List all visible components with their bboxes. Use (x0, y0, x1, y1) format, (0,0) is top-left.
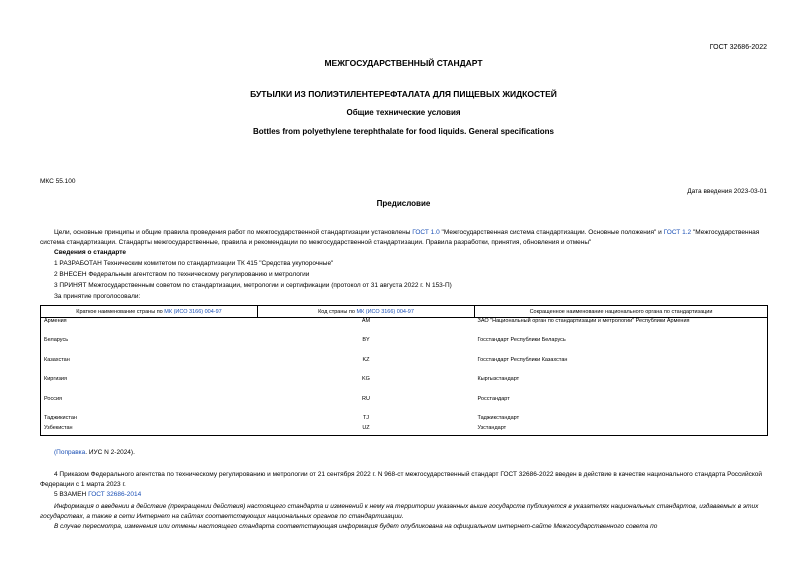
introduction-date: Дата введения 2023-03-01 (687, 188, 767, 195)
gost-1-0-link[interactable]: ГОСТ 1.0 (412, 229, 440, 236)
table-row (41, 318, 768, 338)
header-org-name: Сокращенное наименование национального органа по стандартизации (475, 306, 768, 318)
org-cell: Узстандарт (475, 425, 768, 435)
org-cell: Госстандарт Республики Беларусь (475, 337, 768, 357)
header-country-code (258, 306, 475, 318)
replaces-label: 5 ВЗАМЕН (54, 491, 89, 498)
country-cell: Россия (41, 396, 258, 416)
header-country-name (41, 306, 258, 318)
org-cell: Таджикстандарт (475, 415, 768, 425)
table-row (41, 357, 768, 377)
info-item-5 (54, 491, 141, 498)
document-code: ГОСТ 32686-2022 (709, 44, 767, 51)
info-item-3: 3 ПРИНЯТ Межгосударственным советом по стандартизации, метрологии и сертификации (протокол от 31 августа 2022 г. N 153-П) (54, 282, 452, 289)
code-cell: BY (362, 337, 370, 343)
standard-type-heading: МЕЖГОСУДАРСТВЕННЫЙ СТАНДАРТ (324, 58, 483, 68)
preface-text-part3: "Межгосударственная система стандартизации. Стандарты межгосударственные, правила и рекомендации по межгосударственной стандартизации. Правила разработки, принятия, обновления и отмены" (40, 229, 760, 246)
org-cell: Кыргызстандарт (475, 376, 768, 396)
document-title: БУТЫЛКИ ИЗ ПОЛИЭТИЛЕНТЕРЕФТАЛАТА ДЛЯ ПИЩЕВЫХ ЖИДКОСТЕЙ (250, 89, 557, 99)
revision-info: В случае пересмотра, изменения или отмены настоящего стандарта соответствующая информация будет опубликована на официальном интернет-сайте Межгосударственного совета по (54, 523, 658, 530)
country-cell: Казахстан (41, 357, 258, 377)
org-cell: Росстандарт (475, 396, 768, 416)
country-cell: Армения (41, 318, 258, 338)
info-item-4: 4 Приказом Федерального агентства по техническому регулированию и метрологии от 21 сентября 2022 г. N 968-ст межгосударственный стандарт ГОСТ 32686-2022 введен в действие в качестве национального стандарта Российской Федерации с 1 марта 2023 г. (40, 471, 762, 488)
mks-code: МКС 55.100 (40, 178, 76, 185)
table-header-row (41, 306, 768, 318)
org-cell: ЗАО "Национальный орган по стандартизации и метрологии" Республики Армения (475, 318, 768, 338)
code-cell: UZ (258, 425, 475, 435)
country-cell: Узбекистан (41, 425, 258, 435)
code-cell: TJ (362, 415, 370, 421)
countries-table (40, 305, 768, 436)
code-cell: KG (362, 376, 370, 382)
code-cell: AM (361, 318, 371, 324)
org-cell: Госстандарт Республики Казахстан (475, 357, 768, 377)
table-row (41, 376, 768, 396)
preface-heading: Предисловие (376, 199, 431, 208)
preface-text-part2: "Межгосударственная система стандартизации. Основные положения" и (439, 229, 664, 236)
amendment-link[interactable]: (Поправка (54, 449, 86, 456)
voted-label: За принятие проголосовали: (54, 293, 141, 300)
country-cell: Беларусь (41, 337, 258, 357)
table-row (41, 337, 768, 357)
gost-32686-2014-link[interactable]: ГОСТ 32686-2014 (88, 491, 142, 498)
table-row (41, 396, 768, 416)
standard-info-heading: Сведения о стандарте (54, 249, 127, 256)
publication-info: Информация о введении в действие (прекращении действия) настоящего стандарта и изменений к нему на территории указанных выше государств публикуется в указателях национальных стандартов, издаваемых в этих государствах, а также в сети Интернет на сайтах соответствующих национальных органов по стандартизации. (40, 503, 759, 520)
code-cell: RU (362, 395, 370, 402)
document-subtitle: Общие технические условия (346, 108, 461, 117)
amendment-text: . ИУС N 2-2024). (85, 449, 135, 456)
country-cell: Киргизия (41, 376, 258, 396)
country-cell: Таджикистан (41, 415, 258, 425)
preface-text-part1: Цели, основные принципы и общие правила проведения работ по межгосударственной стандартизации установлены (54, 229, 413, 236)
header-country-name-text: Краткое наименование страны по (76, 308, 165, 315)
mk-iso-link-1[interactable]: МК (ИСО 3166) 004-97 (164, 308, 222, 315)
header-country-code-text: Код страны по (318, 308, 357, 315)
table-row (41, 425, 768, 435)
english-title: Bottles from polyethylene terephthalate for food liquids. General specifications (253, 127, 554, 136)
mk-iso-link-2[interactable]: МК (ИСО 3166) 004-97 (356, 308, 414, 315)
amendment-note (54, 449, 135, 456)
code-cell: KZ (362, 356, 370, 363)
preface-paragraph (40, 228, 770, 247)
info-item-1: 1 РАЗРАБОТАН Техническим комитетом по стандартизации ТК 415 "Средства укупорочные" (54, 260, 334, 267)
info-item-2: 2 ВНЕСЕН Федеральным агентством по техническому регулированию и метрологии (54, 271, 310, 278)
gost-1-2-link[interactable]: ГОСТ 1.2 (663, 229, 692, 236)
table-row (41, 415, 768, 425)
